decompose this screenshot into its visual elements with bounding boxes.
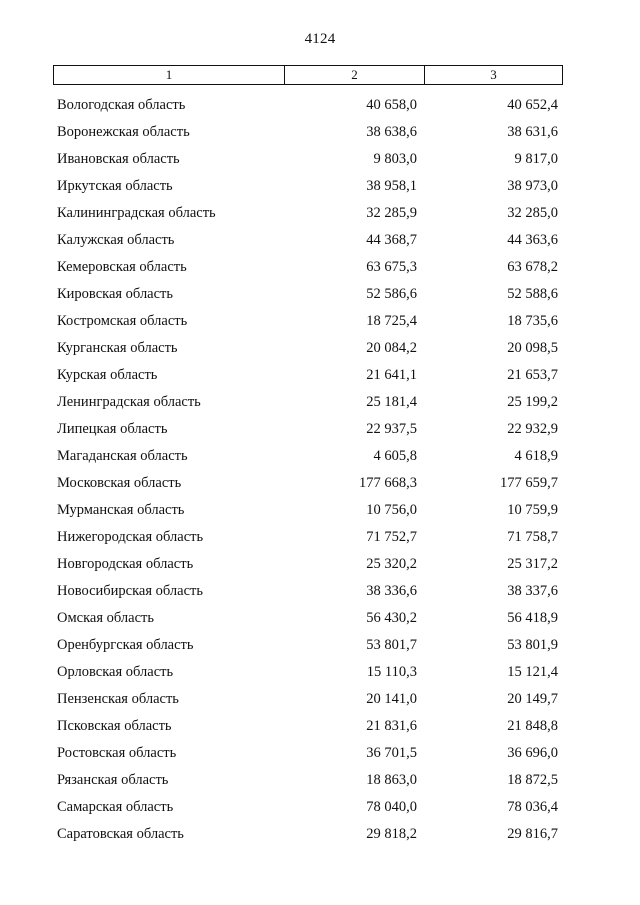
region-name: Калужская область bbox=[57, 232, 175, 248]
value-column-2: 177 668,3 bbox=[359, 475, 417, 491]
region-name: Псковская область bbox=[57, 718, 172, 734]
page-number: 4124 bbox=[304, 31, 336, 47]
table-row bbox=[57, 173, 561, 200]
value-column-3: 20 149,7 bbox=[507, 691, 558, 707]
region-name: Иркутская область bbox=[57, 178, 173, 194]
value-column-2: 36 701,5 bbox=[366, 745, 417, 761]
table-row bbox=[57, 281, 561, 308]
table-row bbox=[57, 551, 561, 578]
value-column-3: 15 121,4 bbox=[507, 664, 558, 680]
value-column-3: 21 653,7 bbox=[507, 367, 558, 383]
value-column-2: 38 958,1 bbox=[366, 178, 417, 194]
column-header-2: 2 bbox=[285, 66, 425, 84]
region-name: Саратовская область bbox=[57, 826, 184, 842]
region-name: Курганская область bbox=[57, 340, 178, 356]
value-column-3: 177 659,7 bbox=[500, 475, 558, 491]
value-column-3: 32 285,0 bbox=[507, 205, 558, 221]
value-column-3: 52 588,6 bbox=[507, 286, 558, 302]
region-name: Ивановская область bbox=[57, 151, 180, 167]
value-column-3: 44 363,6 bbox=[507, 232, 558, 248]
table-row bbox=[57, 740, 561, 767]
value-column-3: 63 678,2 bbox=[507, 259, 558, 275]
value-column-2: 21 641,1 bbox=[366, 367, 417, 383]
value-column-2: 63 675,3 bbox=[366, 259, 417, 275]
table-row bbox=[57, 146, 561, 173]
value-column-3: 22 932,9 bbox=[507, 421, 558, 437]
value-column-2: 53 801,7 bbox=[366, 637, 417, 653]
table-row bbox=[57, 119, 561, 146]
value-column-2: 71 752,7 bbox=[366, 529, 417, 545]
region-name: Калининградская область bbox=[57, 205, 216, 221]
value-column-2: 40 658,0 bbox=[366, 97, 417, 113]
value-column-2: 78 040,0 bbox=[366, 799, 417, 815]
table-row bbox=[57, 200, 561, 227]
region-name: Магаданская область bbox=[57, 448, 188, 464]
value-column-2: 22 937,5 bbox=[366, 421, 417, 437]
region-name: Костромская область bbox=[57, 313, 188, 329]
region-name: Ростовская область bbox=[57, 745, 177, 761]
region-name: Новгородская область bbox=[57, 556, 194, 572]
region-name: Самарская область bbox=[57, 799, 174, 815]
region-name: Орловская область bbox=[57, 664, 174, 680]
region-name: Оренбургская область bbox=[57, 637, 194, 653]
region-name: Новосибирская область bbox=[57, 583, 203, 599]
table-row bbox=[57, 821, 561, 848]
table-row bbox=[57, 92, 561, 119]
value-column-3: 20 098,5 bbox=[507, 340, 558, 356]
value-column-2: 18 863,0 bbox=[366, 772, 417, 788]
region-name: Московская область bbox=[57, 475, 182, 491]
table-row bbox=[57, 713, 561, 740]
table-row bbox=[57, 497, 561, 524]
value-column-2: 29 818,2 bbox=[366, 826, 417, 842]
value-column-2: 32 285,9 bbox=[366, 205, 417, 221]
table-row bbox=[57, 416, 561, 443]
value-column-3: 21 848,8 bbox=[507, 718, 558, 734]
table-row bbox=[57, 605, 561, 632]
table-row bbox=[57, 524, 561, 551]
region-name: Нижегородская область bbox=[57, 529, 204, 545]
table-row bbox=[57, 227, 561, 254]
table-row bbox=[57, 794, 561, 821]
value-column-2: 25 320,2 bbox=[366, 556, 417, 572]
value-column-2: 18 725,4 bbox=[366, 313, 417, 329]
value-column-2: 20 141,0 bbox=[366, 691, 417, 707]
table-row bbox=[57, 578, 561, 605]
value-column-3: 78 036,4 bbox=[507, 799, 558, 815]
table-row bbox=[57, 659, 561, 686]
value-column-3: 53 801,9 bbox=[507, 637, 558, 653]
table-row bbox=[57, 308, 561, 335]
region-name: Омская область bbox=[57, 610, 154, 626]
region-name: Вологодская область bbox=[57, 97, 186, 113]
value-column-2: 10 756,0 bbox=[366, 502, 417, 518]
value-column-2: 20 084,2 bbox=[366, 340, 417, 356]
value-column-2: 52 586,6 bbox=[366, 286, 417, 302]
table-column-header bbox=[53, 65, 563, 85]
value-column-3: 40 652,4 bbox=[507, 97, 558, 113]
table-row bbox=[57, 335, 561, 362]
value-column-3: 56 418,9 bbox=[507, 610, 558, 626]
region-name: Кемеровская область bbox=[57, 259, 187, 275]
column-header-1: 1 bbox=[54, 66, 285, 84]
value-column-2: 38 638,6 bbox=[366, 124, 417, 140]
value-column-2: 56 430,2 bbox=[366, 610, 417, 626]
table-row bbox=[57, 632, 561, 659]
value-column-3: 29 816,7 bbox=[507, 826, 558, 842]
region-name: Ленинградская область bbox=[57, 394, 201, 410]
value-column-3: 38 337,6 bbox=[507, 583, 558, 599]
value-column-3: 18 872,5 bbox=[507, 772, 558, 788]
value-column-3: 38 631,6 bbox=[507, 124, 558, 140]
value-column-3: 18 735,6 bbox=[507, 313, 558, 329]
table-row bbox=[57, 362, 561, 389]
region-name: Пензенская область bbox=[57, 691, 179, 707]
value-column-2: 21 831,6 bbox=[366, 718, 417, 734]
value-column-2: 9 803,0 bbox=[373, 151, 417, 167]
value-column-2: 38 336,6 bbox=[366, 583, 417, 599]
value-column-2: 4 605,8 bbox=[373, 448, 417, 464]
region-name: Курская область bbox=[57, 367, 158, 383]
value-column-3: 9 817,0 bbox=[514, 151, 558, 167]
column-header-3: 3 bbox=[490, 67, 497, 82]
value-column-3: 25 199,2 bbox=[507, 394, 558, 410]
value-column-3: 36 696,0 bbox=[507, 745, 558, 761]
value-column-2: 25 181,4 bbox=[366, 394, 417, 410]
table-row bbox=[57, 767, 561, 794]
value-column-2: 15 110,3 bbox=[366, 664, 417, 680]
value-column-3: 10 759,9 bbox=[507, 502, 558, 518]
table-row bbox=[57, 389, 561, 416]
region-name: Липецкая область bbox=[57, 421, 168, 437]
value-column-2: 44 368,7 bbox=[366, 232, 417, 248]
region-name: Мурманская область bbox=[57, 502, 185, 518]
table-row bbox=[57, 470, 561, 497]
region-name: Рязанская область bbox=[57, 772, 169, 788]
value-column-3: 38 973,0 bbox=[507, 178, 558, 194]
table-row bbox=[57, 686, 561, 713]
table-body bbox=[57, 92, 561, 848]
region-name: Кировская область bbox=[57, 286, 174, 302]
value-column-3: 25 317,2 bbox=[507, 556, 558, 572]
value-column-3: 4 618,9 bbox=[514, 448, 558, 464]
region-name: Воронежская область bbox=[57, 124, 190, 140]
value-column-3: 71 758,7 bbox=[507, 529, 558, 545]
table-row bbox=[57, 254, 561, 281]
table-row bbox=[57, 443, 561, 470]
